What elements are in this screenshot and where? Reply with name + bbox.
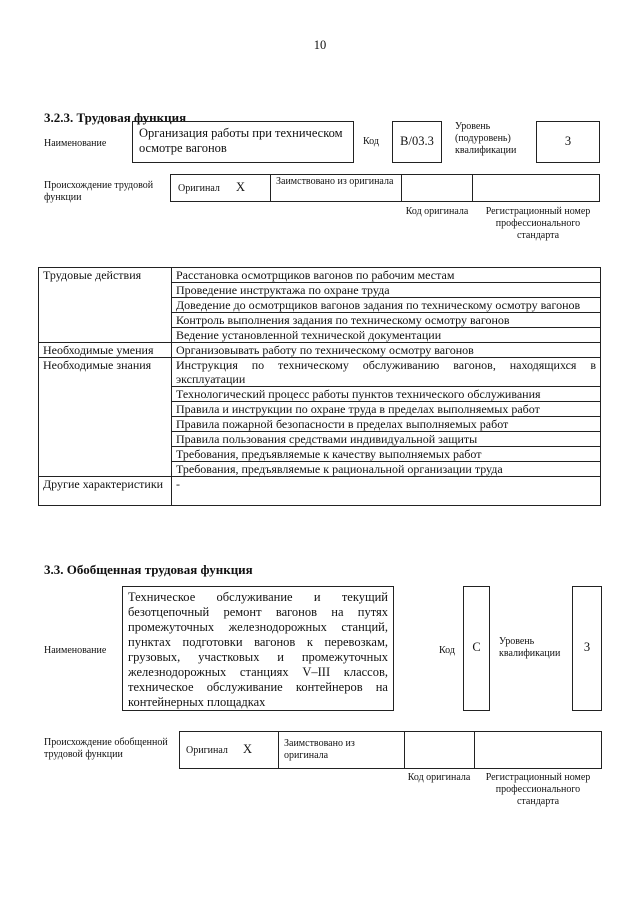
page-number: 10 — [313, 38, 327, 52]
table-cell: Инструкция по техническому обслуживанию вагонов, находящихся в эксплуатации — [172, 358, 601, 387]
table-row — [39, 477, 601, 506]
section-heading-obobshchennaya: 3.3. Обобщенная трудовая функция — [44, 562, 253, 577]
original-mark: X — [243, 742, 253, 756]
table-cell: Контроль выполнения задания по техническому осмотру вагонов — [172, 313, 601, 328]
row-label: Необходимые умения — [39, 343, 172, 358]
table-cell: Организовывать работу по техническому осмотру вагонов — [172, 343, 601, 358]
borrowed-label: Заимствовано из оригинала — [276, 176, 394, 187]
code-value: C — [463, 586, 490, 711]
reg-number-label: Регистрационный номер профессионального стандарта — [485, 772, 591, 807]
table-row — [39, 358, 601, 387]
name-label: Наименование — [44, 138, 107, 149]
table-cell: Проведение инструктажа по охране труда — [172, 283, 601, 298]
table-cell: Правила пожарной безопасности в пределах выполняемых работ — [172, 417, 601, 432]
code-value: B/03.3 — [392, 121, 442, 163]
original-label: Оригинал — [186, 745, 228, 756]
origin-divider — [278, 731, 279, 769]
table-cell: Технологический процесс работы пунктов технического обслуживания — [172, 387, 601, 402]
origin-divider — [270, 174, 271, 202]
table-cell: Правила и инструкции по охране труда в пределах выполняемых работ — [172, 402, 601, 417]
name-value: Техническое обслуживание и текущий безотцепочный ремонт вагонов на путях промежуточных железнодорожных станций, пунктах подготовки вагонов к перевозкам, грузовых, участковых и промежуточных железнодорожных станциях V–III классов, техническое обслуживание контейнеров на контейнерных площадках — [122, 586, 394, 711]
origin-divider — [474, 731, 475, 769]
table-cell: Требования, предъявляемые к качеству выполняемых работ — [172, 447, 601, 462]
table-cell: Расстановка осмотрщиков вагонов по рабочим местам — [172, 268, 601, 283]
code-original-label: Код оригинала — [405, 206, 469, 217]
code-original-label: Код оригинала — [407, 772, 471, 783]
level-label: Уровень квалификации — [499, 636, 561, 659]
original-label: Оригинал — [178, 183, 220, 194]
code-label: Код — [439, 645, 455, 656]
origin-divider — [401, 174, 402, 202]
level-value: 3 — [536, 121, 600, 163]
trudovaya-funktsiya-table — [38, 267, 601, 506]
original-mark: X — [236, 180, 246, 194]
reg-number-label: Регистрационный номер профессионального стандарта — [485, 206, 591, 241]
table-cell: Требования, предъявляемые к рациональной организации труда — [172, 462, 601, 477]
origin-label: Происхождение трудовой функции — [44, 180, 154, 203]
code-label: Код — [363, 136, 379, 147]
row-label: Трудовые действия — [39, 268, 172, 343]
level-label: Уровень (подуровень) квалификации — [455, 121, 517, 156]
level-value: 3 — [572, 586, 602, 711]
name-label: Наименование — [44, 645, 107, 656]
table-cell: Доведение до осмотрщиков вагонов задания по техническому осмотру вагонов — [172, 298, 601, 313]
table-cell: Правила пользования средствами индивидуальной защиты — [172, 432, 601, 447]
origin-label: Происхождение обобщенной трудовой функции — [44, 737, 168, 760]
row-label: Необходимые знания — [39, 358, 172, 477]
table-row — [39, 268, 601, 283]
section-heading-trudovaya-funktsiya: 3.2.3. Трудовая функция — [44, 110, 187, 125]
name-value: Организация работы при техническом осмотре вагонов — [132, 121, 354, 163]
origin-divider — [404, 731, 405, 769]
origin-divider — [472, 174, 473, 202]
table-cell: Ведение установленной технической документации — [172, 328, 601, 343]
borrowed-label: Заимствовано из оригинала — [284, 738, 355, 761]
table-row — [39, 343, 601, 358]
table-cell: - — [172, 477, 601, 506]
row-label: Другие характеристики — [39, 477, 172, 506]
